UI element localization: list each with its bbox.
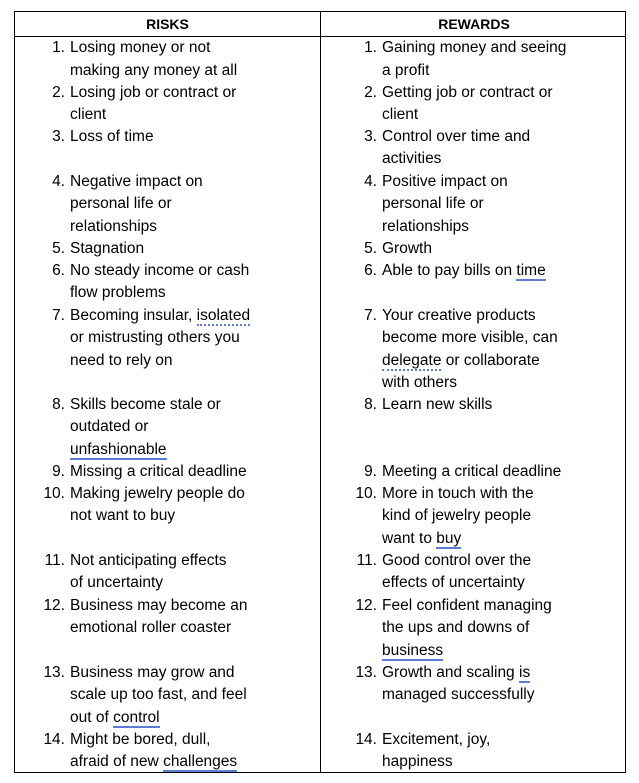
item-number: 4. <box>364 172 377 190</box>
item-number: 10. <box>355 484 377 502</box>
item-line: relationships <box>382 217 470 235</box>
item-text <box>70 126 316 149</box>
item-number: 10. <box>43 484 65 502</box>
item-number: 6. <box>52 261 65 279</box>
item-number: 12. <box>43 596 65 614</box>
spellcheck-underline: challenges <box>163 753 238 770</box>
item-text <box>382 260 623 283</box>
item-text <box>70 550 316 595</box>
spellcheck-underline: is <box>519 663 531 681</box>
item-line: Missing a critical deadline <box>70 462 247 480</box>
item-line: happiness <box>382 753 453 770</box>
item-line: scale up too fast, and feel <box>70 686 247 703</box>
item-line: Meeting a critical deadline <box>382 462 562 480</box>
item-line: Getting job or contract or <box>382 83 553 101</box>
item-text <box>70 461 316 484</box>
item-number: 13. <box>355 663 377 681</box>
item-text <box>382 461 623 484</box>
item-number: 11. <box>356 551 377 569</box>
item-number: 7. <box>364 306 377 324</box>
item-text <box>70 483 316 528</box>
item-number: 14. <box>43 730 65 748</box>
item-line: Negative impact on <box>70 172 203 190</box>
item-line: relationships <box>70 217 158 235</box>
rewards-header: REWARDS <box>438 16 510 32</box>
item-line: Your creative products <box>382 306 536 324</box>
item-number: 6. <box>364 261 377 279</box>
item-line: personal life or <box>70 195 172 212</box>
item-line: emotional roller coaster <box>70 619 232 636</box>
item-line: making any money at all <box>70 61 238 79</box>
item-text <box>382 662 623 707</box>
item-line: not want to buy <box>70 507 176 524</box>
item-number: 12. <box>355 596 377 614</box>
item-line: Might be bored, dull, <box>70 730 211 748</box>
item-line: effects of uncertainty <box>382 574 525 591</box>
spellcheck-underline: buy <box>436 529 462 547</box>
item-line: Learn new skills <box>382 395 493 413</box>
item-number: 1. <box>364 39 377 56</box>
item-line: Loss of time <box>70 127 154 145</box>
item-text <box>382 82 623 127</box>
item-text <box>70 37 316 82</box>
spellcheck-underline: time <box>516 261 546 279</box>
item-line: managed successfully <box>382 686 535 703</box>
item-number: 2. <box>52 83 65 101</box>
item-number: 8. <box>364 395 377 413</box>
item-text <box>70 595 316 640</box>
item-text <box>382 595 623 663</box>
item-line: activities <box>382 150 442 167</box>
item-number: 4. <box>52 172 65 190</box>
item-line: Growth and scaling is <box>382 663 531 681</box>
item-line: Control over time and <box>382 127 531 145</box>
item-text <box>382 394 623 417</box>
item-line: Becoming insular, isolated <box>70 306 251 324</box>
item-line: afraid of new challenges <box>70 753 238 770</box>
item-line: Not anticipating effects <box>70 551 227 569</box>
spellcheck-underline: unfashionable <box>70 440 167 458</box>
item-text <box>382 171 623 239</box>
item-line: want to buy <box>382 529 462 547</box>
risks-rewards-table <box>14 11 626 773</box>
risks-header: RISKS <box>146 16 189 32</box>
item-line: the ups and downs of <box>382 619 530 636</box>
item-line: Able to pay bills on time <box>382 261 546 279</box>
item-line: become more visible, can <box>382 329 558 346</box>
item-line: Losing job or contract or <box>70 83 237 101</box>
spellcheck-underline: isolated <box>196 306 251 324</box>
item-line: Losing money or not <box>70 39 211 56</box>
item-number: 5. <box>52 239 65 257</box>
item-text <box>382 305 623 395</box>
item-text <box>382 37 623 82</box>
item-line: Gaining money and seeing <box>382 39 567 56</box>
item-line: Good control over the <box>382 551 532 569</box>
item-line: client <box>382 106 419 123</box>
item-number: 8. <box>52 395 65 413</box>
item-line: personal life or <box>382 195 484 212</box>
item-line: Positive impact on <box>382 172 508 190</box>
item-text <box>70 260 316 305</box>
item-line: flow problems <box>70 284 166 301</box>
item-text <box>382 238 623 261</box>
item-text <box>382 729 623 774</box>
item-line: of uncertainty <box>70 574 164 591</box>
item-line: More in touch with the <box>382 484 534 502</box>
item-text <box>382 126 623 171</box>
item-line: kind of jewelry people <box>382 507 532 524</box>
item-line: client <box>70 106 107 123</box>
item-number: 2. <box>364 83 377 101</box>
item-text <box>70 82 316 127</box>
spellcheck-underline: delegate <box>382 351 442 369</box>
item-number: 3. <box>52 127 65 145</box>
item-line: Excitement, joy, <box>382 730 491 748</box>
spellcheck-underline: business <box>382 641 444 659</box>
item-line: outdated or <box>70 418 149 435</box>
item-line: Feel confident managing <box>382 596 552 614</box>
item-number: 14. <box>355 730 377 748</box>
item-number: 9. <box>52 462 65 480</box>
item-number: 1. <box>52 39 65 56</box>
item-line <box>70 439 316 462</box>
item-line: Business may grow and <box>70 663 235 681</box>
item-line: need to rely on <box>70 351 173 369</box>
spellcheck-underline: control <box>113 708 160 726</box>
item-line: with others <box>382 374 457 391</box>
item-number: 9. <box>364 462 377 480</box>
item-text <box>382 483 623 551</box>
item-number: 3. <box>364 127 377 145</box>
item-text <box>70 171 316 239</box>
item-line: Stagnation <box>70 239 145 257</box>
item-line: Skills become stale or <box>70 395 221 413</box>
item-text <box>70 238 316 261</box>
item-text <box>70 305 316 373</box>
item-line: a profit <box>382 61 430 79</box>
item-text <box>70 729 316 774</box>
item-number: 13. <box>43 663 65 681</box>
item-line: Growth <box>382 239 432 257</box>
item-line: Business may become an <box>70 596 248 614</box>
item-line: Making jewelry people do <box>70 484 245 502</box>
item-line: delegate or collaborate <box>382 351 540 369</box>
item-number: 7. <box>52 306 65 324</box>
item-text <box>70 394 316 462</box>
item-text <box>70 662 316 730</box>
item-line: No steady income or cash <box>70 261 250 279</box>
item-number: 5. <box>364 239 377 257</box>
item-line <box>382 640 623 663</box>
item-text <box>382 550 623 595</box>
item-line: out of control <box>70 708 160 726</box>
item-line: or mistrusting others you <box>70 329 240 346</box>
item-number: 11. <box>44 551 65 569</box>
